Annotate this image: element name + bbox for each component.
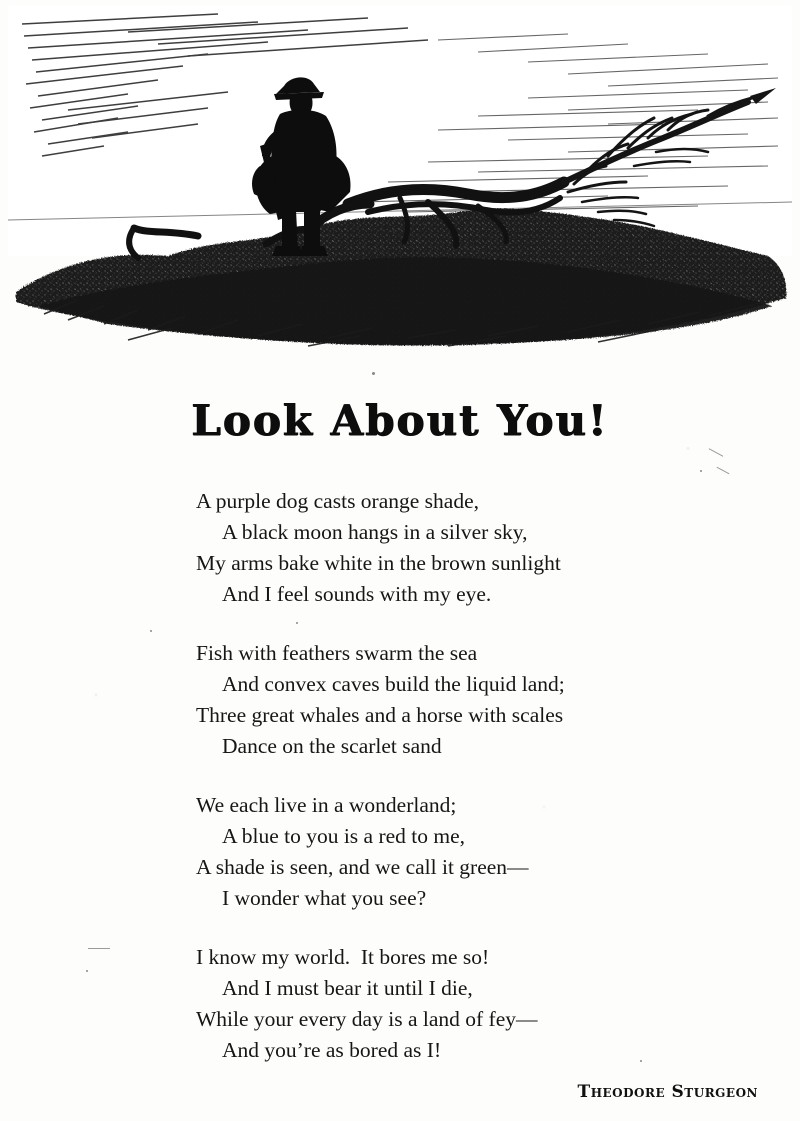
poem-line: A blue to you is a red to me, — [222, 824, 466, 848]
poem-line: And I must bear it until I die, — [222, 976, 473, 1000]
ink-speck — [150, 630, 152, 632]
seashore-illustration — [8, 6, 792, 361]
ink-dash — [709, 448, 724, 456]
poem-line: A shade is seen, and we call it green— — [196, 855, 529, 879]
page-title: Look About You! — [191, 396, 609, 445]
author-byline: Theodore Sturgeon — [577, 1082, 758, 1102]
stanza — [196, 942, 716, 1066]
poem-line: I know my world. It bores me so! — [196, 945, 490, 969]
stanza — [196, 486, 716, 610]
poem-line: And you’re as bored as I! — [222, 1038, 442, 1062]
ink-speck — [700, 470, 702, 472]
poem-line: And convex caves build the liquid land; — [222, 672, 565, 696]
stanza — [196, 638, 716, 762]
stanza — [196, 790, 716, 914]
poem-line: We each live in a wonderland; — [196, 793, 457, 817]
ink-speck — [640, 1060, 642, 1062]
illustration-svg — [8, 6, 792, 361]
ink-speck — [296, 622, 298, 624]
poem-line: Dance on the scarlet sand — [222, 734, 442, 758]
poem-line: I wonder what you see? — [222, 886, 427, 910]
poem-body — [196, 486, 716, 1094]
poem-line: A purple dog casts orange shade, — [196, 489, 480, 513]
poem-line: My arms bake white in the brown sunlight — [196, 551, 561, 575]
ink-dash — [717, 467, 730, 474]
poem-line: While your every day is a land of fey— — [196, 1007, 538, 1031]
ink-dash — [88, 948, 110, 949]
poem-line: Three great whales and a horse with scales — [196, 703, 564, 727]
poem-line: And I feel sounds with my eye. — [222, 582, 492, 606]
poem-line: A black moon hangs in a silver sky, — [222, 520, 528, 544]
ink-speck — [372, 372, 375, 375]
ink-speck — [86, 970, 88, 972]
poem-line: Fish with feathers swarm the sea — [196, 641, 478, 665]
